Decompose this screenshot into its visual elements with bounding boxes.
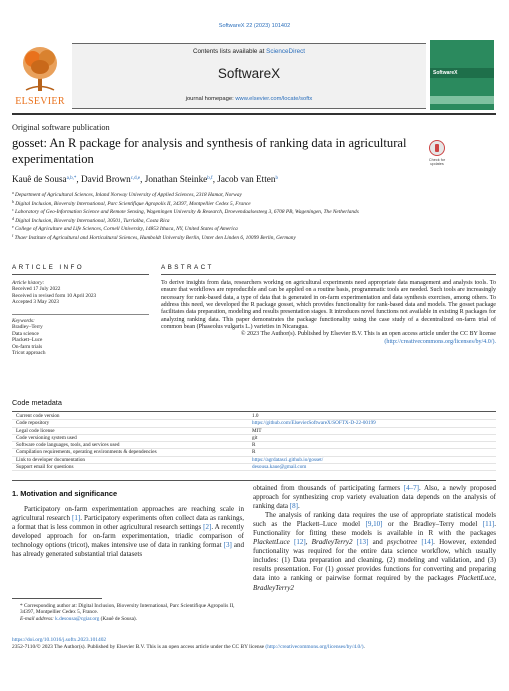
- abstract-license: [161, 331, 496, 346]
- code-metadata-rule-bottom: [12, 480, 496, 481]
- journal-reference[interactable]: SoftwareX 22 (2023) 101402: [218, 23, 291, 29]
- author-name[interactable]: Jonathan Steinke: [144, 174, 208, 184]
- table-cell-label: Compilation requirements, operating environments & dependencies: [16, 449, 157, 456]
- text-run: ,: [494, 574, 496, 583]
- affiliation-text: Department of Agricultural Sciences, Inland Norway University of Applied Sciences, 2318 Hamar, Norway: [15, 192, 242, 198]
- check-for-updates-icon: [429, 140, 445, 156]
- body-column-right: [253, 484, 496, 593]
- article-info-heading: ARTICLE INFO: [12, 264, 85, 271]
- abstract-heading: ABSTRACT: [161, 264, 214, 271]
- author-name[interactable]: Kauê de Sousa: [12, 174, 67, 184]
- article-info-rule: [12, 274, 149, 275]
- affiliation-text: Digital Inclusion, Bioversity International, Parc Scientifique Agropolis II, 34397, Montpellier Cedex 5, France: [15, 200, 251, 207]
- code-metadata-table: [12, 413, 496, 471]
- citation-link[interactable]: [9,10]: [365, 520, 383, 529]
- footnote-rule: [12, 598, 102, 599]
- citation-link[interactable]: [2]: [203, 523, 212, 532]
- citation-link[interactable]: [4–7]: [403, 484, 419, 492]
- citation-link[interactable]: [11]: [482, 520, 495, 529]
- package-name: BradleyTerry2: [311, 538, 353, 547]
- package-name: psychotree: [386, 538, 418, 547]
- table-cell-label: Link to developer documentation: [16, 456, 86, 463]
- article-title: gosset: An R package for analysis and synthesis of ranking data in agricultural experimentation: [12, 136, 407, 166]
- citation-link[interactable]: [13]: [356, 538, 369, 547]
- table-row: [12, 464, 496, 471]
- homepage-prefix: journal homepage:: [185, 96, 234, 102]
- section-heading: 1. Motivation and significance: [12, 489, 118, 498]
- license-text: © 2023 The Author(s). Published by Elsevier B.V. This is an open access article under the CC BY license: [240, 331, 496, 338]
- affiliation-list: [12, 190, 496, 242]
- author-name[interactable]: David Brown: [80, 174, 131, 184]
- journal-cover-image[interactable]: [430, 40, 494, 110]
- keyword-item: Data science: [12, 330, 39, 337]
- abstract-rule: [161, 274, 496, 275]
- affiliation-item: [12, 199, 496, 208]
- table-cell-label: Current code version: [16, 413, 60, 419]
- affiliation-item: [12, 216, 496, 225]
- body-column-left: [12, 489, 244, 559]
- email-label: E-mail address:: [20, 615, 54, 622]
- package-name: PlackettLuce: [253, 538, 290, 547]
- doi-link[interactable]: https://doi.org/10.1016/j.softx.2023.101402: [12, 637, 107, 643]
- code-repository-link[interactable]: https://github.com/ElsevierSoftwareX/SOFTX-D-22-00199: [252, 420, 376, 427]
- history-item: Received in revised form 10 April 2023: [12, 292, 97, 299]
- citation-link[interactable]: [1]: [72, 514, 81, 523]
- history-item: Accepted 3 May 2023: [12, 299, 59, 306]
- header-banner: [72, 43, 426, 109]
- text-run: . A recently developed approach for on-farm experimentation, triadic comparison of technology options (tricot), makes intensive use of data in ranking format: [12, 523, 244, 550]
- affiliation-marker: b: [12, 199, 14, 204]
- affiliation-marker: c: [12, 208, 14, 213]
- table-row: [12, 428, 496, 435]
- keyword-item: Bradley–Terry: [12, 324, 43, 331]
- citation-link[interactable]: [12]: [289, 538, 306, 547]
- citation-link[interactable]: [14]: [417, 538, 434, 547]
- copyright-text: 2352-7110/© 2023 The Author(s). Published by Elsevier B.V. This is an open access article under the CC BY license: [12, 644, 266, 650]
- history-item: Received 17 July 2022: [12, 286, 61, 293]
- sciencedirect-link[interactable]: ScienceDirect: [266, 48, 305, 55]
- text-run: and has already generated substantial trial datasets: [12, 541, 245, 559]
- table-cell-value: git: [252, 434, 258, 441]
- article-history: [12, 280, 149, 306]
- email-owner: (Kauê de Sousa).: [100, 615, 138, 622]
- affiliation-text: Thaer Institute of Agricultural and Horticultural Sciences, Humboldt University Berlin, Unter den Linden 6, 10099 Berlin, Germany: [14, 234, 296, 241]
- affiliation-item: [12, 190, 496, 199]
- table-row: [12, 442, 496, 449]
- package-name: PlackettLuce: [457, 574, 495, 583]
- check-for-updates-button[interactable]: [426, 140, 448, 168]
- email-link[interactable]: k.desousa@cgiar.org: [55, 615, 100, 622]
- affiliation-marker: f: [12, 233, 14, 238]
- text-run: . Functionality for fitting these models is available in R with the packages: [253, 520, 497, 538]
- code-metadata-heading: Code metadata: [12, 398, 62, 407]
- text-run: .: [298, 502, 300, 511]
- license-link[interactable]: (http://creativecommons.org/licenses/by/4.0/).: [384, 338, 496, 345]
- affiliation-item: [12, 224, 496, 233]
- affiliation-text: Digital Inclusion, Bioversity International, 30501, Turrialba, Costa Rica: [15, 217, 170, 224]
- contents-prefix: Contents lists available at: [192, 48, 265, 55]
- copyright-line: [12, 644, 365, 650]
- text-run: provides functions for converting and preparing data into a ranking or pairwise format required by the packages: [253, 565, 497, 583]
- body-paragraph: [253, 484, 496, 511]
- check-for-updates-label: Check for updates: [428, 158, 446, 167]
- text-run: and: [368, 538, 387, 547]
- text-run: ,: [305, 538, 312, 547]
- footnote: [12, 603, 244, 622]
- documentation-link[interactable]: https://agrdatasci.github.io/gosset/: [252, 456, 324, 463]
- corresponding-author-note: * Corresponding author at: Digital Inclusion, Bioversity International, Parc Scientifique Agropolis II, 34397, Montpellier Cedex 5, France.: [20, 603, 235, 616]
- email-note: [12, 616, 244, 622]
- author-affiliation-marker[interactable]: c,d,e: [130, 176, 141, 181]
- table-cell-value: R: [252, 449, 256, 456]
- package-name: BradleyTerry2: [253, 583, 294, 592]
- table-cell-value: MIT: [252, 427, 262, 434]
- table-cell-label: Code versioning system used: [16, 434, 77, 441]
- info-divider: [12, 314, 149, 315]
- table-cell-label: Software code languages, tools, and services used: [16, 442, 120, 449]
- text-run: . Participatory experiments often collect data as rankings, a format that is less common in other agricultural research settings: [12, 514, 244, 532]
- abstract-text: To derive insights from data, researchers working on agricultural experiments need appropriate data management and analysis tools. To ensure that workflows are reproducible and can be applied on a routine basis, programmatic tools are needed. Such tools are increasingly necessary for rank-based data, a type of data that is generated in on-farm experimentation and data synthesis exercises, among others. To address this need, we developed the R package gosset, which provides functionality for rank-based data and models. The gosset package facilitates data preparation, modeling and results presentation stages. It introduces novel functions not available in existing R packages for analyzing ranking data. This paper demonstrates the package functionality using the case study of a decentralized on-farm trial of common bean (Phaseolus vulgaris L.) varieties in Nicaragua.: [161, 280, 496, 331]
- license-link-bottom[interactable]: (http://creativecommons.org/licenses/by/4.0/): [265, 644, 364, 650]
- affiliation-text: College of Agriculture and Life Sciences, Cornell University, 14853 Ithaca, NY, United States of America: [15, 226, 238, 233]
- body-paragraph: [253, 511, 496, 592]
- text-run: . However, extended functionality was required for the entire data science workflow, which usually includes: (1) Data preparation and cleaning, (2) modeling and validation, and (3) results presentation. For (1): [253, 538, 496, 574]
- header-rule: [12, 113, 496, 115]
- affiliation-item: [12, 207, 496, 216]
- table-cell-label: Code repository: [16, 420, 50, 427]
- article-type: Original software publication: [12, 123, 110, 132]
- homepage-line: [72, 96, 426, 102]
- text-run: . Also, a newly proposed approach for synthesizing crop variety evaluation data depends on the analysis of ranking data: [253, 484, 496, 511]
- affiliation-marker: a: [12, 191, 14, 195]
- table-row: [12, 420, 496, 427]
- citation-link[interactable]: [8]: [289, 502, 299, 511]
- affiliation-marker: e: [12, 225, 14, 230]
- citation-link[interactable]: [3]: [223, 541, 232, 550]
- keyword-list: [12, 318, 149, 356]
- text-run: or the Bradley–Terry model: [382, 520, 483, 529]
- keyword-item: Plackett–Luce: [12, 337, 43, 344]
- table-row: [12, 449, 496, 456]
- table-row: [12, 457, 496, 464]
- keywords-title: Keywords:: [12, 318, 35, 324]
- elsevier-logo[interactable]: [12, 43, 68, 109]
- affiliation-item: [12, 233, 496, 242]
- affiliation-text: Laboratory of Geo-Information Science and Remote Sensing, Wageningen University & Research, Droevendaalsesteeg 3, 6708 PB, Wageningen, The Netherlands: [15, 209, 359, 216]
- text-run: Participatory on-farm experimentation approaches are reaching scale in agricultural research: [12, 505, 244, 523]
- affiliation-marker: d: [12, 216, 14, 221]
- elsevier-wordmark: ELSEVIER: [15, 96, 65, 107]
- support-email-link[interactable]: desousa.kaue@gmail.com: [252, 464, 307, 471]
- journal-name: SoftwareX: [217, 66, 281, 81]
- abstract-body: [161, 280, 496, 346]
- code-metadata-rule-top: [12, 411, 496, 412]
- history-title: Article history:: [12, 280, 45, 286]
- author-list: Kauê de Sousa$^{a,b,*}$, David Brown$^{c,d,e}$, Jonathan Steinke$^{b,f}$, Jacob van Etten$^b$: [12, 174, 278, 184]
- cover-title: SoftwareX: [433, 70, 458, 76]
- table-cell-label: Legal code license: [16, 427, 55, 434]
- keyword-item: Tricot approach: [12, 350, 46, 357]
- author-affiliation-marker[interactable]: a,b,*: [66, 176, 77, 181]
- keyword-item: On-farm trials: [12, 343, 43, 350]
- body-paragraph: [12, 505, 244, 559]
- table-cell-value: 1.0: [252, 413, 259, 419]
- table-cell-label: Support email for questions: [16, 464, 74, 471]
- author-affiliation-marker[interactable]: b: [275, 176, 278, 181]
- text-run: The analysis of ranking data requires the use of appropriate statistical models such as the Plackett–Luce model: [253, 511, 496, 529]
- journal-header: [12, 40, 496, 110]
- copyright-suffix: .: [363, 644, 365, 650]
- cover-stripe: [430, 96, 494, 104]
- homepage-link[interactable]: www.elsevier.com/locate/softx: [235, 96, 313, 102]
- text-run: obtained from thousands of participating farmers: [253, 484, 404, 492]
- author-name[interactable]: Jacob van Etten: [217, 174, 276, 184]
- elsevier-tree-logo: [20, 43, 60, 93]
- package-name: gosset: [336, 565, 354, 574]
- author-affiliation-marker[interactable]: b,f: [207, 176, 213, 181]
- contents-line: [72, 48, 426, 55]
- table-cell-value: R: [252, 442, 256, 449]
